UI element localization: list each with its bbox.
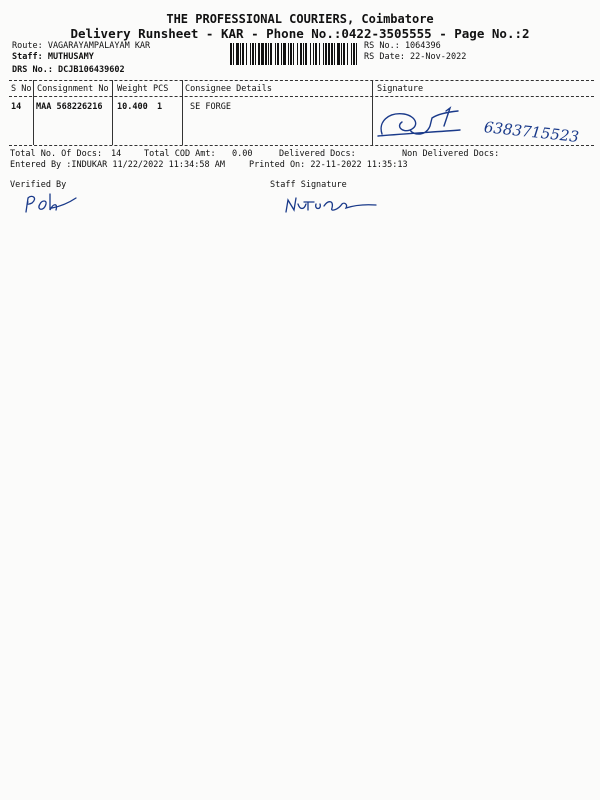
printed-on-text: Printed On: 22-11-2022 11:35:13 bbox=[249, 160, 408, 170]
cell-consignment: MAA 568226216 bbox=[36, 102, 103, 112]
page-title: THE PROFESSIONAL COURIERS, Coimbatore bbox=[166, 12, 434, 26]
non-delivered-docs-label: Non Delivered Docs: bbox=[402, 149, 500, 159]
cell-consignee: SE FORGE bbox=[190, 102, 231, 112]
page-subtitle: Delivery Runsheet - KAR - Phone No.:0422-3505555 - Page No.:2 bbox=[70, 26, 530, 41]
recipient-signature bbox=[374, 100, 484, 146]
recipient-phone-handwritten: 6383715523 bbox=[483, 118, 580, 146]
staff-signature-label: Staff Signature bbox=[270, 180, 347, 190]
total-cod-value: 0.00 bbox=[232, 149, 253, 159]
th-sno: S No bbox=[11, 84, 32, 94]
th-weight: Weight bbox=[117, 84, 148, 94]
entered-by-text: Entered By :INDUKAR 11/22/2022 11:34:58 AM bbox=[10, 160, 225, 170]
drs-text: DRS No.: DCJB106439602 bbox=[12, 65, 125, 75]
verifier-signature bbox=[22, 190, 82, 216]
col-divider bbox=[33, 80, 34, 145]
th-pcs: PCS bbox=[153, 84, 169, 94]
col-divider bbox=[372, 80, 373, 145]
total-docs-value: 14 bbox=[111, 149, 122, 159]
table-header-rule bbox=[9, 96, 594, 97]
cell-sno: 14 bbox=[11, 102, 22, 112]
staff-signature bbox=[282, 192, 382, 218]
staff-text: Staff: MUTHUSAMY bbox=[12, 52, 94, 62]
rs-no-text: RS No.: 1064396 bbox=[364, 41, 441, 51]
delivered-docs-label: Delivered Docs: bbox=[279, 149, 356, 159]
cell-pcs: 1 bbox=[157, 102, 163, 112]
cell-weight: 10.400 bbox=[117, 102, 148, 112]
verified-by-label: Verified By bbox=[10, 180, 67, 190]
barcode bbox=[230, 43, 358, 65]
th-consignee: Consignee Details bbox=[185, 84, 272, 94]
col-divider bbox=[182, 80, 183, 145]
col-divider bbox=[112, 80, 113, 145]
table-top-rule bbox=[9, 80, 594, 81]
table-bottom-rule bbox=[9, 145, 594, 146]
total-cod-label: Total COD Amt: bbox=[144, 149, 216, 159]
th-consignment: Consignment No bbox=[37, 84, 109, 94]
th-signature: Signature bbox=[377, 84, 424, 94]
route-text: Route: VAGARAYAMPALAYAM KAR bbox=[12, 41, 151, 51]
total-docs-label: Total No. Of Docs: bbox=[10, 149, 103, 159]
rs-date-text: RS Date: 22-Nov-2022 bbox=[364, 52, 467, 62]
